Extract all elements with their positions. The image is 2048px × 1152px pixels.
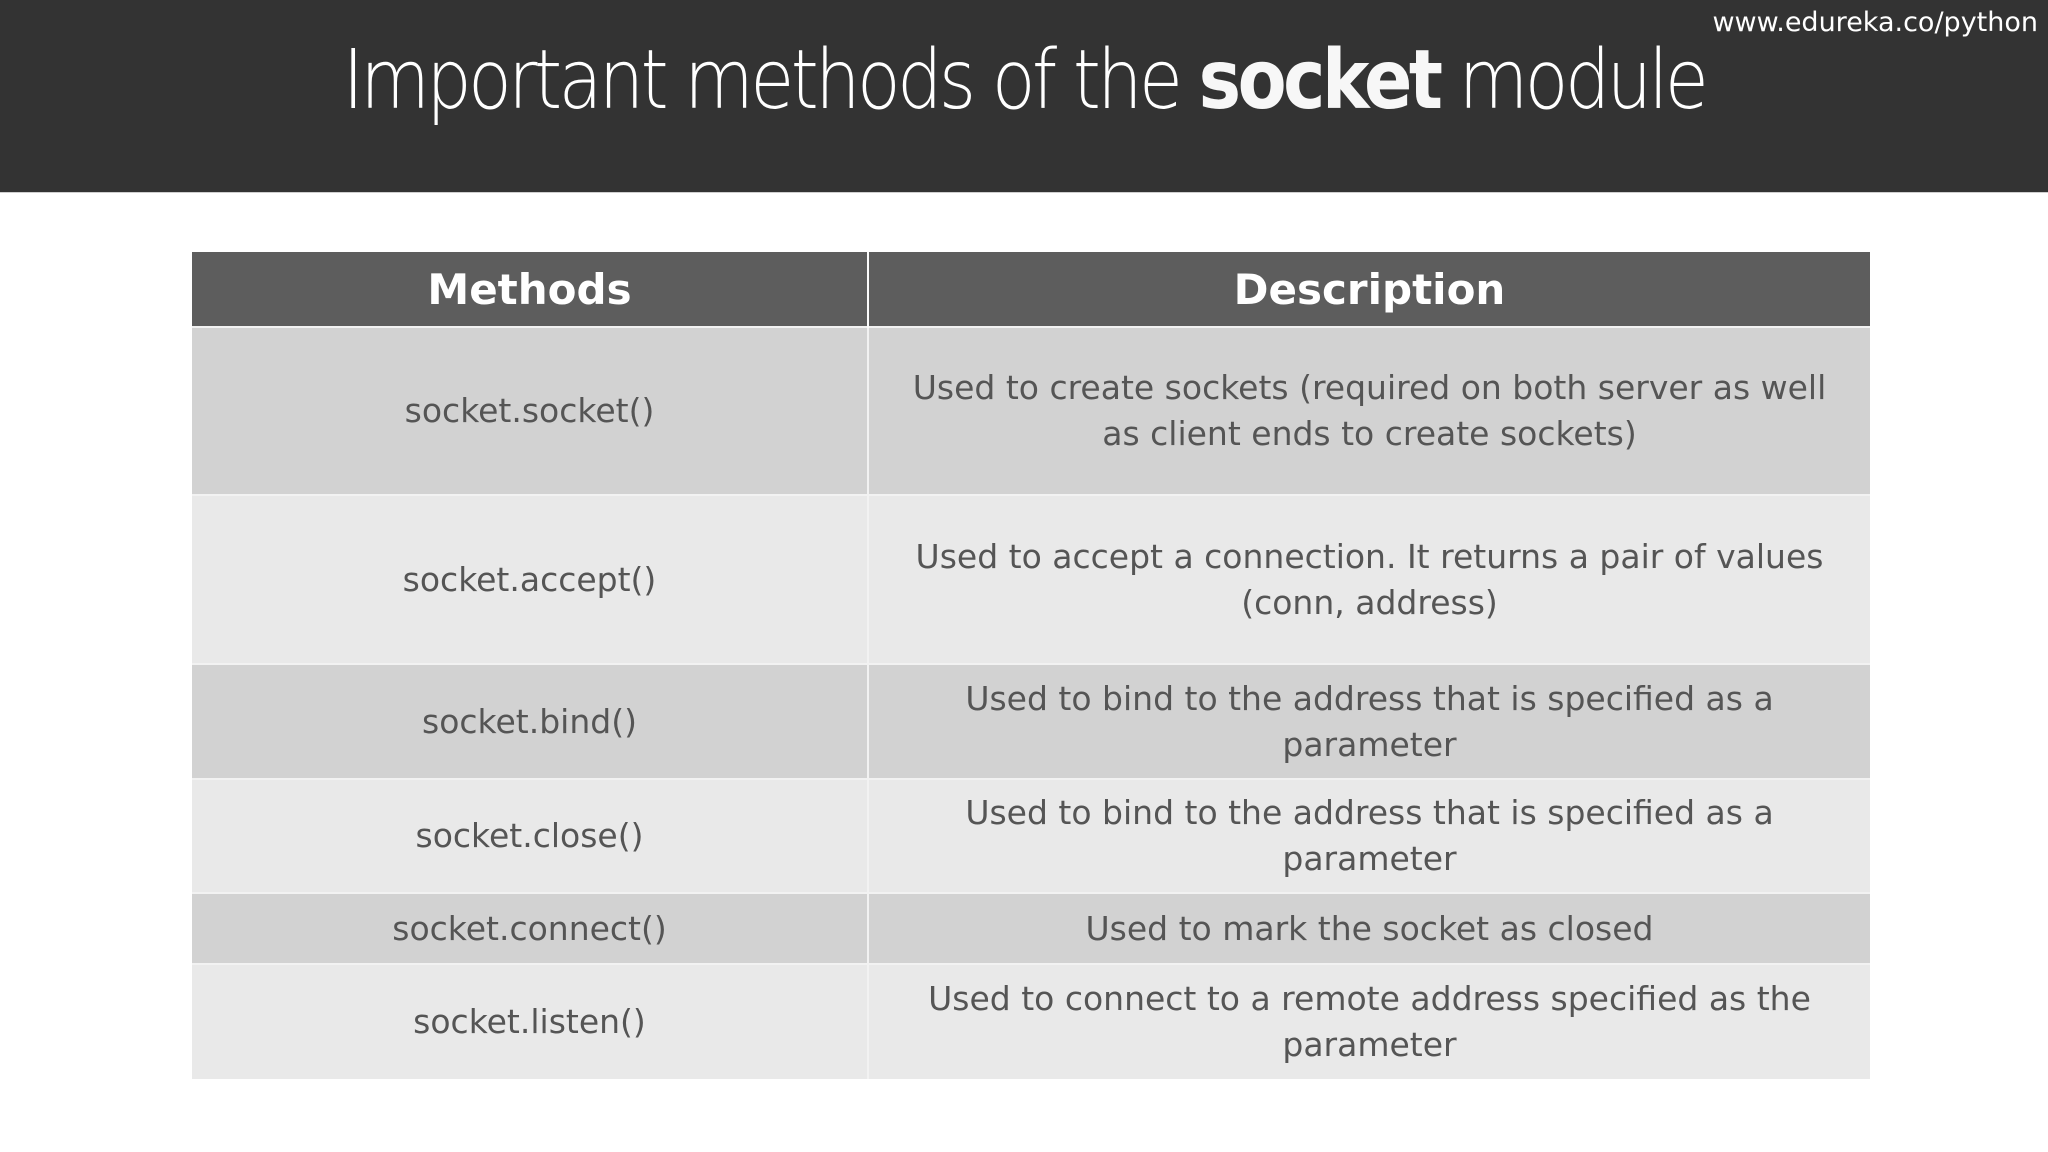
table-row: [192, 664, 1870, 779]
method-cell: socket.accept(): [192, 495, 868, 664]
title-keyword: socket: [1198, 33, 1440, 128]
method-cell: socket.bind(): [192, 664, 868, 779]
slide-title: [133, 33, 1915, 128]
table-header-row: [192, 252, 1870, 327]
method-cell: socket.listen(): [192, 964, 868, 1079]
description-cell: Used to bind to the address that is specified as a parameter: [868, 779, 1870, 893]
title-text-start: Important methods of the: [342, 33, 1199, 128]
table-row: [192, 779, 1870, 893]
slide-header: [0, 0, 2048, 193]
method-cell: socket.socket(): [192, 327, 868, 495]
methods-column-header: Methods: [192, 252, 868, 327]
description-cell: Used to mark the socket as closed: [868, 893, 1870, 964]
description-cell: Used to bind to the address that is specified as a parameter: [868, 664, 1870, 779]
description-column-header: Description: [868, 252, 1870, 327]
table-row: [192, 964, 1870, 1079]
method-cell: socket.connect(): [192, 893, 868, 964]
method-cell: socket.close(): [192, 779, 868, 893]
table-row: [192, 893, 1870, 964]
description-cell: Used to connect to a remote address specified as the parameter: [868, 964, 1870, 1079]
description-cell: Used to create sockets (required on both server as well as client ends to create sockets): [868, 327, 1870, 495]
title-text-end: module: [1439, 33, 1706, 128]
methods-table: [192, 252, 1870, 1079]
site-url: www.edureka.co/python: [1712, 7, 2038, 38]
table-row: [192, 327, 1870, 495]
table-row: [192, 495, 1870, 664]
description-cell: Used to accept a connection. It returns a pair of values (conn, address): [868, 495, 1870, 664]
